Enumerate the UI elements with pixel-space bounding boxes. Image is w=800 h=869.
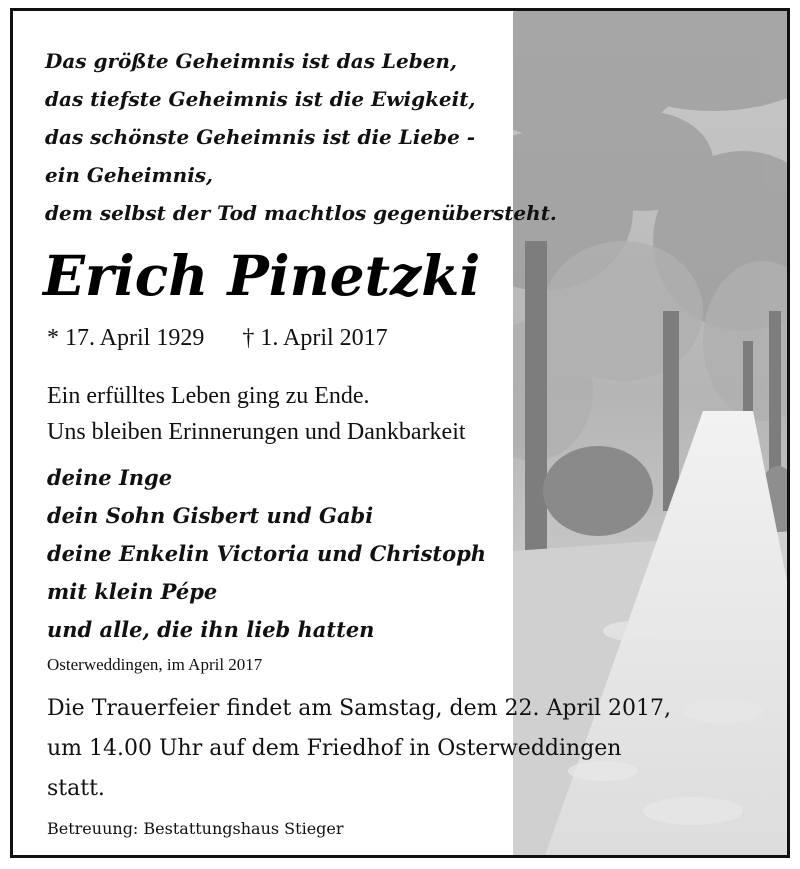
mourner-line: deine Enkelin Victoria und Christoph: [47, 541, 487, 566]
death-date: † 1. April 2017: [242, 325, 388, 351]
motto-line: das schönste Geheimnis ist die Liebe -: [45, 125, 476, 149]
mourner-line: mit klein Pépe: [47, 579, 218, 604]
mourner-line: und alle, die ihn lieb hatten: [47, 617, 375, 642]
birth-date: * 17. April 1929: [47, 325, 205, 351]
funeral-line: Die Trauerfeier findet am Samstag, dem 22. April 2017,: [47, 696, 672, 721]
motto-line: das tiefste Geheimnis ist die Ewigkeit,: [45, 87, 476, 111]
notice-text: [13, 11, 790, 858]
undertaker-credit: Betreuung: Bestattungshaus Stieger: [47, 819, 344, 838]
funeral-line: statt.: [47, 776, 105, 801]
life-dates: [47, 325, 388, 352]
motto-line: Das größte Geheimnis ist das Leben,: [45, 49, 457, 73]
motto-line: dem selbst der Tod machtlos gegenübersteht.: [45, 201, 557, 225]
motto-line: ein Geheimnis,: [45, 163, 214, 187]
tribute-line: Ein erfülltes Leben ging zu Ende.: [47, 383, 370, 409]
place-date: Osterweddingen, im April 2017: [47, 655, 263, 674]
deceased-name: Erich Pinetzki: [43, 243, 481, 308]
tribute-line: Uns bleiben Erinnerungen und Dankbarkeit: [47, 419, 466, 445]
funeral-line: um 14.00 Uhr auf dem Friedhof in Osterweddingen: [47, 736, 622, 761]
notice-frame: [10, 8, 790, 858]
mourner-line: deine Inge: [47, 465, 173, 490]
mourner-line: dein Sohn Gisbert und Gabi: [47, 503, 374, 528]
